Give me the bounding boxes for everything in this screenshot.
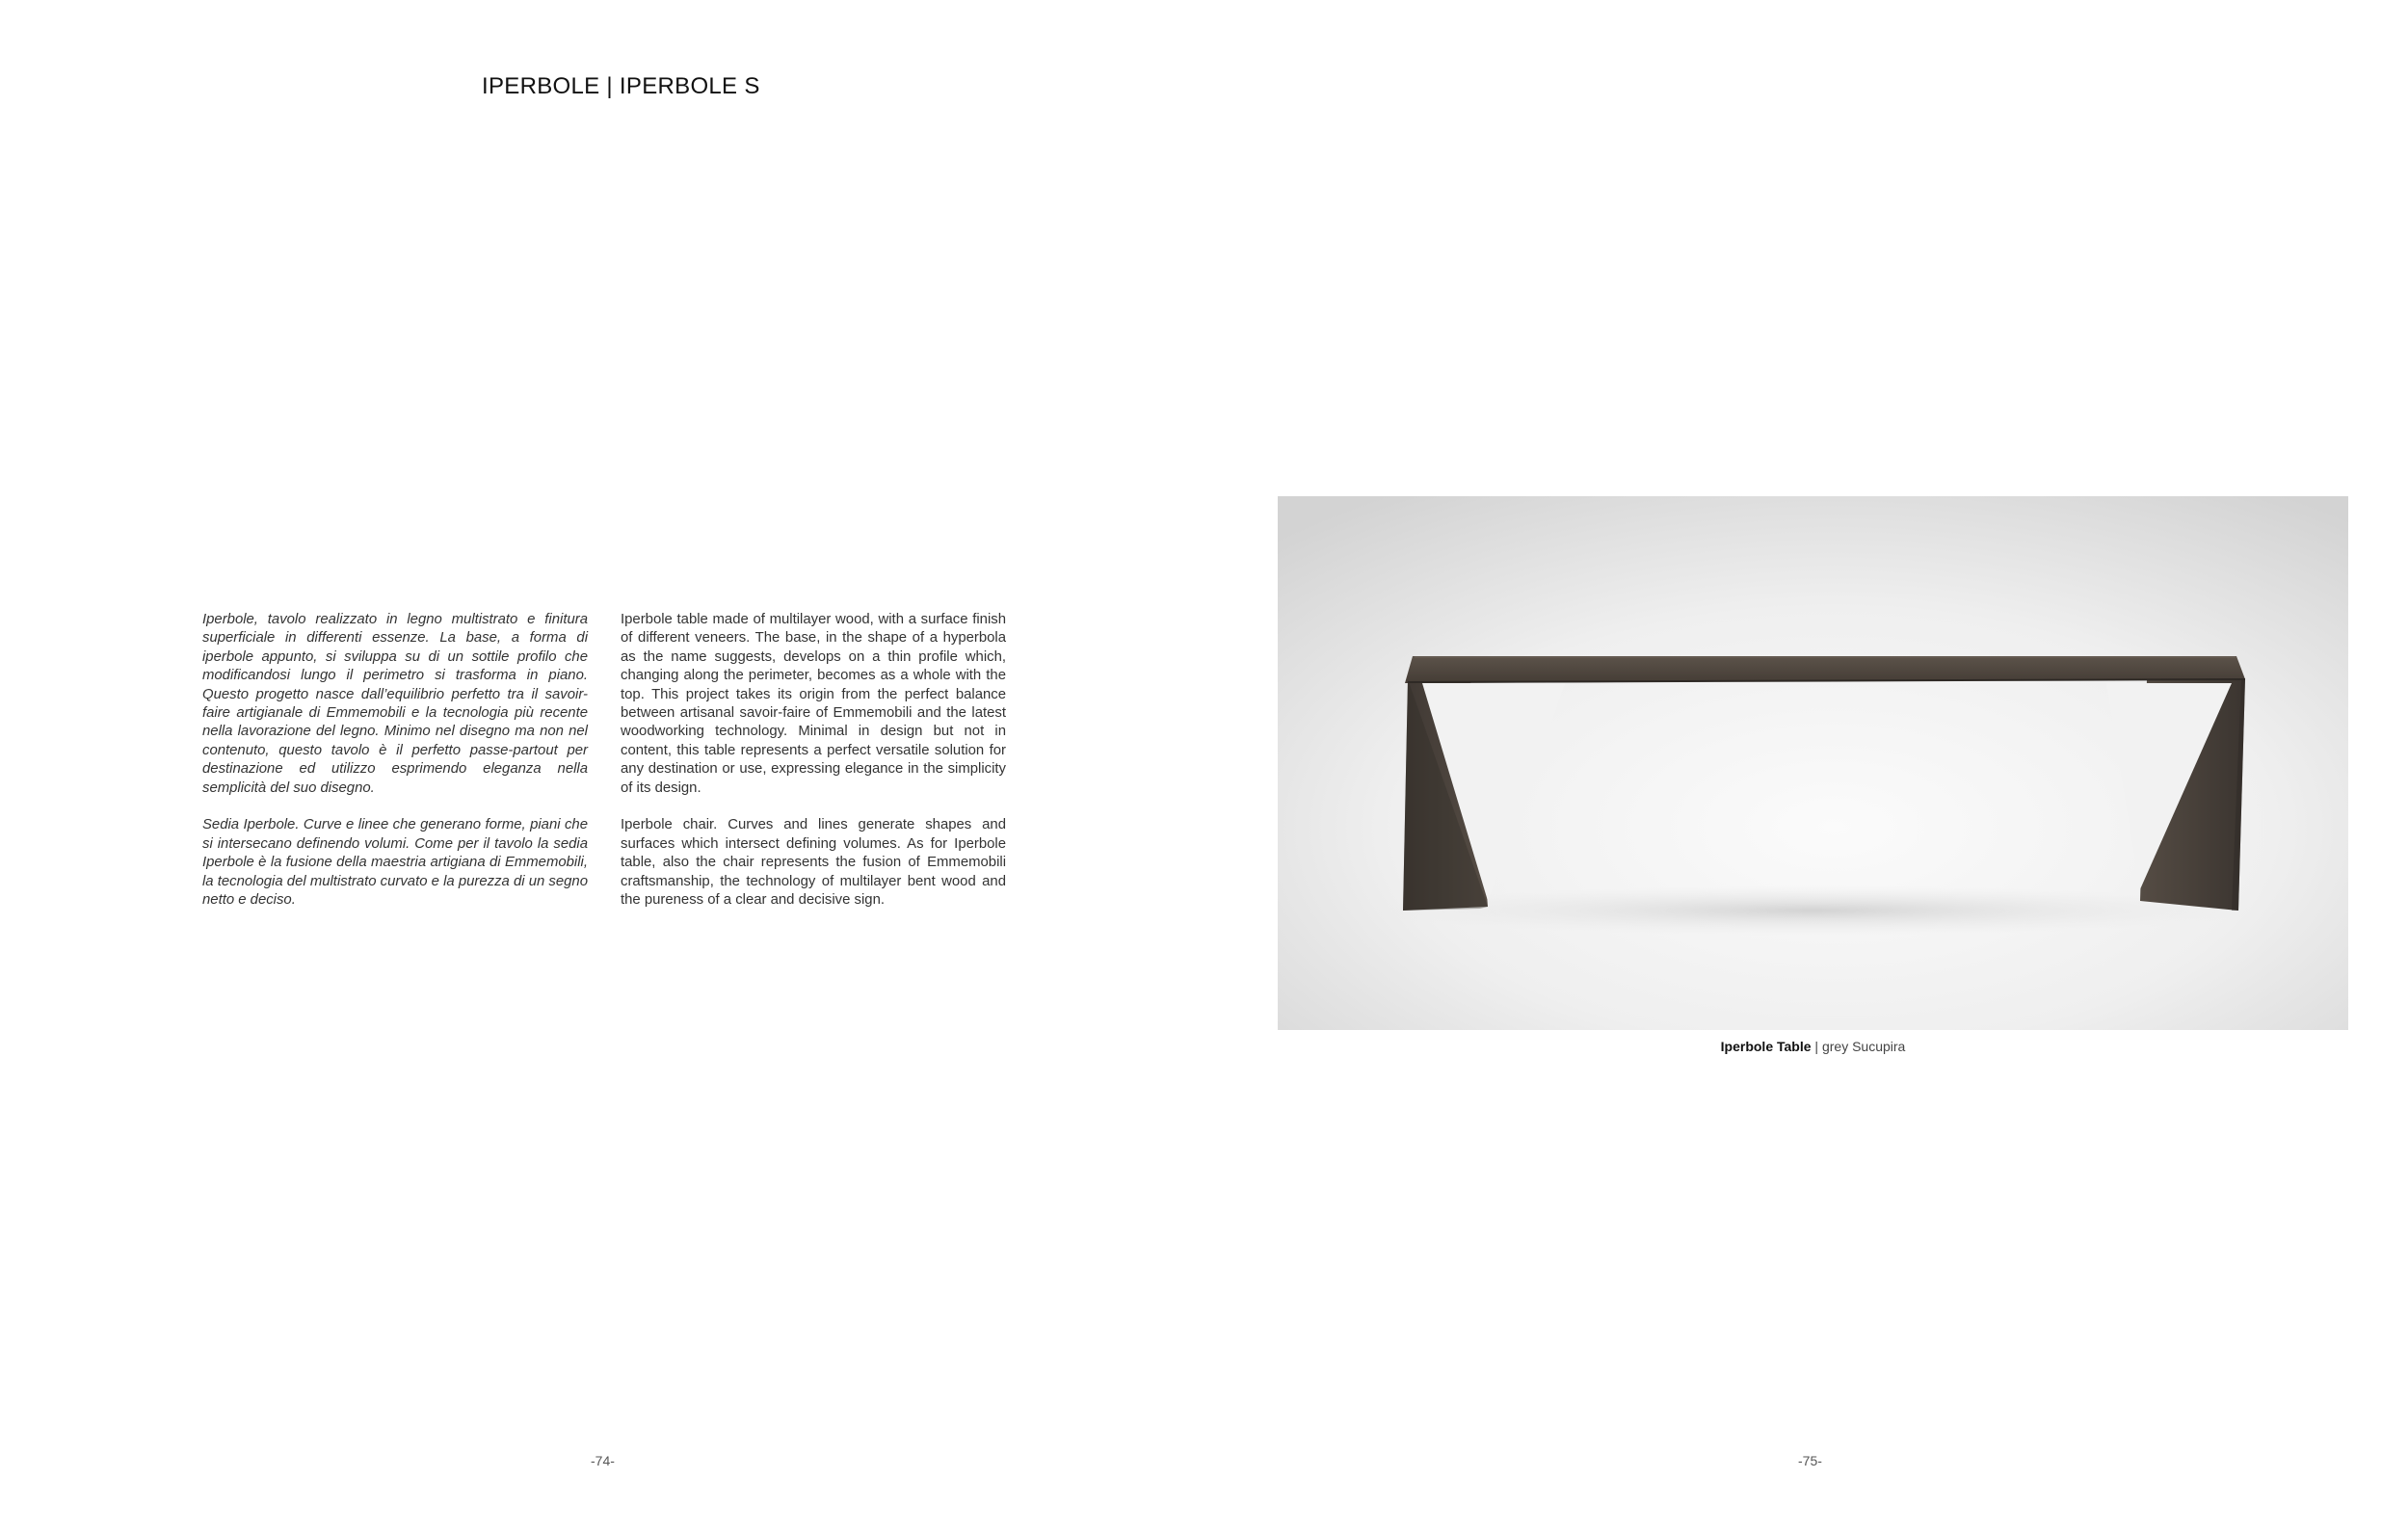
italian-paragraph-2: Sedia Iperbole. Curve e linee che generano forme, piani che si intersecano definendo volumi. Come per il tavolo la sedia Iperbole è la fusione della maestria artigiana di Emmemobili, la tecnologia del multistrato curvato e la purezza di un segno netto e deciso. [202,817,588,909]
english-paragraph-2: Iperbole chair. Curves and lines generate shapes and surfaces which intersect defining volumes. As for Iperbole table, also the chair represents the fusion of Emmemobili craftsmanship, the technology of multilayer bent wood and the pureness of a clear and decisive sign. [621,817,1006,909]
product-photo [1278,496,2348,1030]
italian-text-column [202,611,588,929]
english-text-column [621,611,1006,929]
table-shadow [1369,885,2256,936]
page-number-left: -74- [591,1453,615,1468]
italian-paragraph-1: Iperbole, tavolo realizzato in legno multistrato e finitura superficiale in differenti essenze. La base, a forma di iperbole appunto, si sviluppa su di un sottile profilo che modificandosi lungo il perimetro si trasforma in piano. Questo progetto nasce dall’equilibrio perfetto tra il savoir-faire artigianale di Emmemobili e la tecnologia più recente nella lavorazione del legno. Minimo nel disegno ma non nel contenuto, questo tavolo è il perfetto passe-partout per destinazione ed utilizzo esprimendo eleganza nella semplicità del suo disegno. [202,612,588,796]
english-paragraph-1: Iperbole table made of multilayer wood, with a surface finish of different veneers. The base, in the shape of a hyperbola as the name suggests, develops on a thin profile which, changing along the perimeter, becomes as a whole with the top. This project takes its origin from the perfect balance between artisanal savoir-faire of Emmemobili and the latest woodworking technology. Minimal in design but not in content, this table represents a perfect versatile solution for any destination or use, expressing elegance in the simplicity of its design. [621,612,1006,796]
caption-product-name: Iperbole Table [1720,1039,1812,1054]
caption-separator: | [1811,1039,1822,1054]
page-number-right: -75- [1798,1453,1822,1468]
iperbole-table-image [1278,496,2348,1030]
right-page [1204,0,2408,1532]
photo-caption [1204,1039,2408,1054]
page-title: IPERBOLE | IPERBOLE S [482,73,760,99]
caption-finish: grey Sucupira [1821,1039,1906,1054]
